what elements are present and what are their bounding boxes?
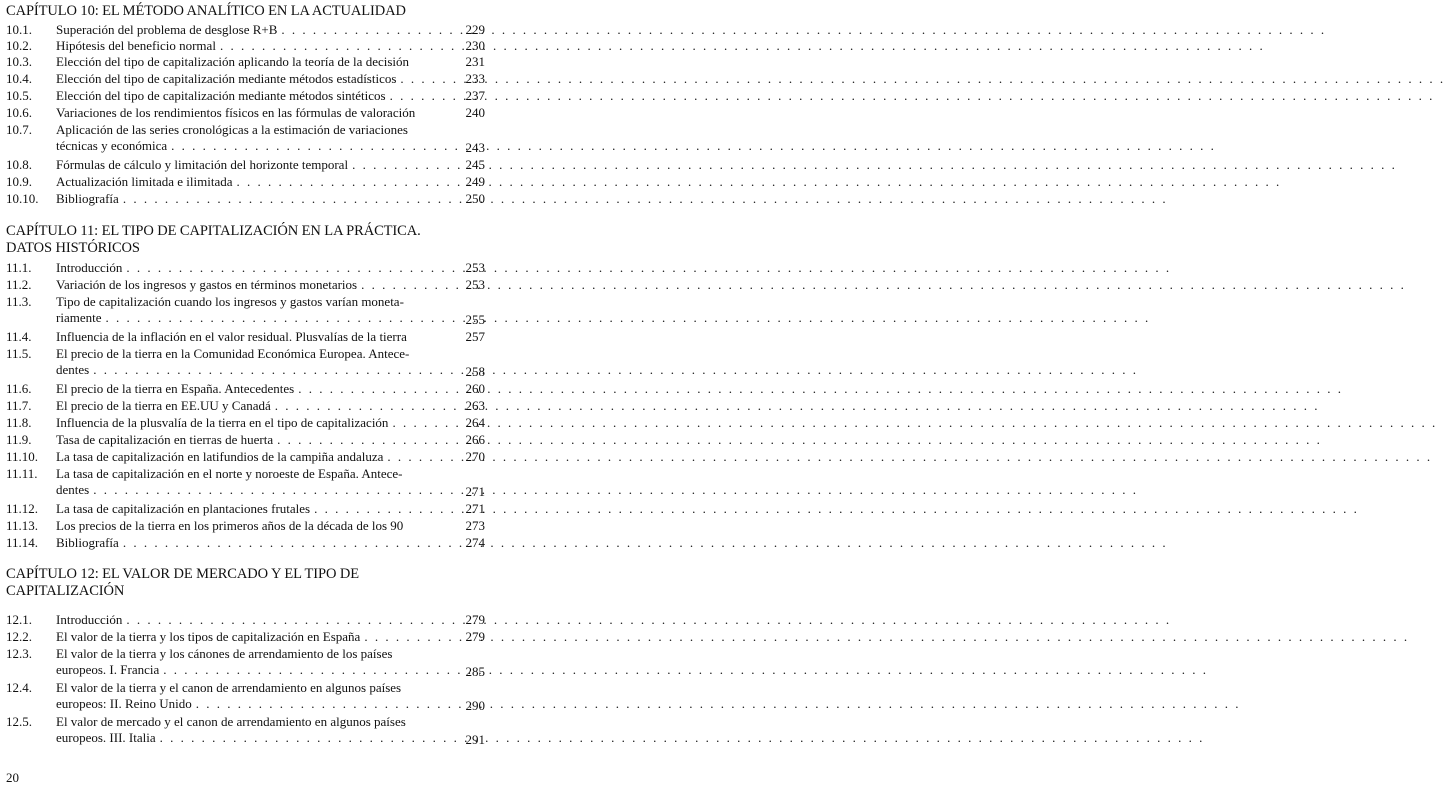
leader-dots	[360, 629, 1409, 645]
chapter-title-line: CAPÍTULO 10: EL MÉTODO ANALÍTICO EN LA ACTUALIDAD	[6, 3, 406, 19]
leader-dots	[271, 398, 1320, 414]
entry-number: 11.4.	[6, 329, 32, 344]
entry-title: Elección del tipo de capitalización mediante métodos sintéticos	[56, 88, 386, 103]
entry-title: El precio de la tierra en EE.UU y Canadá	[56, 398, 271, 413]
chapter-10-title	[6, 3, 484, 20]
leader-dots	[388, 415, 1437, 431]
entry-page: 279	[465, 629, 485, 644]
leader-dots	[159, 662, 1208, 678]
entry-page: 285	[465, 664, 485, 679]
entry-page: 253	[465, 277, 485, 292]
entry-page: 271	[465, 484, 485, 499]
leader-dots	[192, 696, 1241, 712]
entry-number: 12.4.	[6, 680, 32, 695]
leader-dots	[156, 730, 1205, 746]
leader-dots	[101, 310, 1150, 326]
leader-dots	[233, 174, 1282, 190]
chapter-12-title	[6, 566, 484, 600]
chapter-11-title	[6, 223, 484, 257]
entry-title: Introducción	[56, 612, 123, 627]
leader-dots	[167, 138, 1216, 154]
entry-number: 11.6.	[6, 381, 32, 396]
entry-title: La tasa de capitalización en el norte y noroeste de España. Antece-	[56, 466, 403, 481]
entry-title: Bibliografía	[56, 535, 119, 550]
entry-page: 260	[465, 381, 485, 396]
entry-page: 231	[465, 54, 485, 69]
leader-dots	[216, 38, 1265, 54]
entry-title: Hipótesis del beneficio normal	[56, 38, 216, 53]
entry-page: 274	[465, 535, 485, 550]
entry-number: 11.13.	[6, 518, 39, 533]
entry-page: 233	[465, 71, 485, 86]
entry-title: Variaciones de los rendimientos físicos en las fórmulas de valoración	[56, 105, 416, 120]
entry-page: 240	[465, 105, 485, 120]
entry-title: El valor de la tierra y los tipos de capitalización en España	[56, 629, 361, 644]
entry-title: El precio de la tierra en la Comunidad Económica Europea. Antece-	[56, 346, 410, 361]
leader-dots	[119, 535, 1168, 551]
leader-dots	[119, 191, 1168, 207]
page-number: 20	[6, 770, 19, 785]
entry-number: 10.10.	[6, 191, 39, 206]
entry-number: 11.5.	[6, 346, 32, 361]
entry-page: 250	[465, 191, 485, 206]
entry-number: 11.8.	[6, 415, 32, 430]
entry-title-continuation: europeos. III. Italia	[56, 729, 156, 745]
leader-dots	[348, 157, 1397, 173]
entry-title: Bibliografía	[56, 191, 119, 206]
leader-dots	[386, 88, 1435, 104]
entry-title: Fórmulas de cálculo y limitación del horizonte temporal	[56, 157, 349, 172]
entry-number: 12.1.	[6, 612, 32, 627]
entry-number: 10.9.	[6, 174, 32, 189]
leader-dots	[277, 22, 1326, 38]
entry-page: 270	[465, 449, 485, 464]
entry-title-continuation: europeos: II. Reino Unido	[56, 695, 192, 711]
entry-number: 11.14.	[6, 535, 39, 550]
entry-number: 11.1.	[6, 260, 32, 275]
entry-page: 258	[465, 364, 485, 379]
entry-number: 11.12.	[6, 501, 39, 516]
entry-number: 11.11.	[6, 466, 38, 481]
chapter-title-line: CAPÍTULO 12: EL VALOR DE MERCADO Y EL TIPO DE	[6, 566, 360, 582]
entry-title: El precio de la tierra en España. Antecedentes	[56, 381, 295, 396]
toc-page	[0, 0, 489, 792]
entry-title: Superación del problema de desglose R+B	[56, 22, 278, 37]
entry-title: Actualización limitada e ilimitada	[56, 174, 233, 189]
entry-number: 10.4.	[6, 71, 32, 86]
entry-number: 10.6.	[6, 105, 32, 120]
entry-title-continuation: europeos. I. Francia	[56, 661, 160, 677]
entry-page: 279	[465, 612, 485, 627]
entry-page: 243	[465, 140, 485, 155]
entry-page: 237	[465, 88, 485, 103]
leader-dots	[294, 381, 1343, 397]
entry-title: Elección del tipo de capitalización aplicando la teoría de la decisión	[56, 54, 410, 69]
entry-title: La tasa de capitalización en plantaciones frutales	[56, 501, 311, 516]
entry-page: 264	[465, 415, 485, 430]
entry-number: 10.8.	[6, 157, 32, 172]
chapter-title-line: CAPÍTULO 11: EL TIPO DE CAPITALIZACIÓN EN LA PRÁCTICA.	[6, 223, 421, 239]
entry-title: Influencia de la plusvalía de la tierra en el tipo de capitalización	[56, 415, 389, 430]
entry-title-continuation: dentes	[56, 361, 90, 377]
entry-title-continuation: dentes	[56, 481, 90, 497]
leader-dots	[122, 260, 1171, 276]
entry-number: 10.1.	[6, 22, 32, 37]
entry-page: 263	[465, 398, 485, 413]
leader-dots	[122, 612, 1171, 628]
entry-number: 11.3.	[6, 294, 32, 309]
entry-page: 291	[465, 732, 485, 747]
entry-title: Influencia de la inflación en el valor residual. Plusvalías de la tierra	[56, 329, 407, 344]
entry-title: La tasa de capitalización en latifundios de la campiña andaluza	[56, 449, 384, 464]
entry-number: 11.10.	[6, 449, 39, 464]
chapter-title-line: CAPITALIZACIÓN	[6, 583, 125, 599]
entry-number: 12.2.	[6, 629, 32, 644]
entry-title: El valor de la tierra y el canon de arrendamiento en algunos países	[56, 680, 402, 695]
entry-page: 253	[465, 260, 485, 275]
entry-page: 245	[465, 157, 485, 172]
entry-number: 10.3.	[6, 54, 32, 69]
entry-page: 249	[465, 174, 485, 189]
entry-number: 12.5.	[6, 714, 32, 729]
entry-number: 12.3.	[6, 646, 32, 661]
entry-number: 11.2.	[6, 277, 32, 292]
entry-title-continuation: riamente	[56, 309, 102, 325]
entry-page: 257	[465, 329, 485, 344]
entry-number: 10.7.	[6, 122, 32, 137]
entry-title: Elección del tipo de capitalización mediante métodos estadísticos	[56, 71, 397, 86]
entry-number: 10.2.	[6, 38, 32, 53]
entry-title: Los precios de la tierra en los primeros años de la década de los 90	[56, 518, 404, 533]
entry-title: Tasa de capitalización en tierras de huerta	[56, 432, 274, 447]
entry-page: 273	[465, 518, 485, 533]
leader-dots	[273, 432, 1322, 448]
entry-title: Tipo de capitalización cuando los ingresos y gastos varían moneta-	[56, 294, 404, 309]
entry-title: Introducción	[56, 260, 123, 275]
leader-dots	[396, 71, 1445, 87]
entry-page: 290	[465, 698, 485, 713]
entry-title: Aplicación de las series cronológicas a la estimación de variaciones	[56, 122, 408, 137]
entry-page: 271	[465, 501, 485, 516]
entry-title: El valor de mercado y el canon de arrendamiento en algunos países	[56, 714, 406, 729]
entry-number: 11.7.	[6, 398, 32, 413]
entry-page: 266	[465, 432, 485, 447]
leader-dots	[383, 449, 1432, 465]
entry-page: 255	[465, 312, 485, 327]
entry-page: 230	[465, 38, 485, 53]
chapter-title-line: DATOS HISTÓRICOS	[6, 240, 140, 256]
entry-page: 229	[465, 22, 485, 37]
entry-title: El valor de la tierra y los cánones de arrendamiento de los países	[56, 646, 393, 661]
leader-dots	[89, 362, 1138, 378]
leader-dots	[89, 482, 1138, 498]
entry-number: 11.9.	[6, 432, 32, 447]
leader-dots	[357, 277, 1406, 293]
entry-number: 10.5.	[6, 88, 32, 103]
entry-title: Variación de los ingresos y gastos en términos monetarios	[56, 277, 358, 292]
entry-title-continuation: técnicas y económica	[56, 137, 168, 153]
